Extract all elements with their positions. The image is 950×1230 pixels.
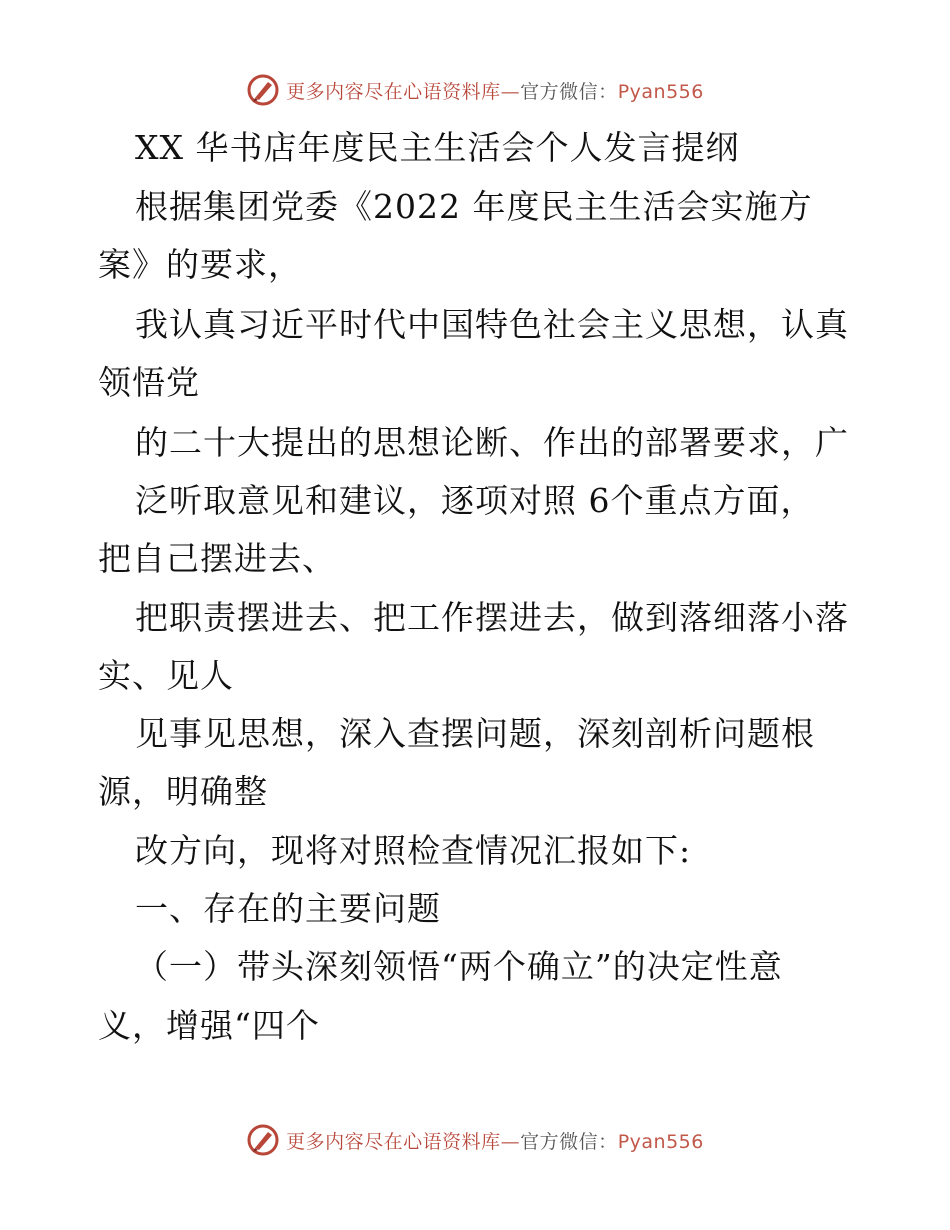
footer-banner-separator: —	[500, 1130, 521, 1153]
footer-banner-text	[286, 1127, 704, 1154]
footer-banner-official: 官方微信：	[520, 1130, 618, 1153]
document-line: 见事见思想，深入查摆问题，深刻剖析问题根	[135, 714, 815, 753]
document-line: 实、见人	[98, 656, 234, 695]
document-line: 源，明确整	[98, 772, 268, 811]
document-line: 把自己摆进去、	[98, 539, 336, 578]
footer-banner-wechat-id: Pyan556	[617, 1130, 704, 1153]
document-line: 我认真习近平时代中国特色社会主义思想，认真	[135, 305, 849, 344]
header-banner-separator: —	[500, 80, 521, 103]
document-line: 泛听取意见和建议，逐项对照 6个重点方面，	[135, 481, 815, 520]
header-banner-official: 官方微信：	[520, 80, 618, 103]
footer-banner-title: 更多内容尽在心语资料库	[286, 1130, 501, 1153]
document-line: 把职责摆进去、把工作摆进去，做到落细落小落	[135, 598, 849, 637]
quill-pen-logo-icon	[246, 1123, 280, 1157]
header-banner-wechat-id: Pyan556	[617, 80, 704, 103]
footer-banner	[0, 1120, 950, 1160]
section-heading: 一、存在的主要问题	[135, 889, 441, 928]
header-banner-title: 更多内容尽在心语资料库	[286, 80, 501, 103]
document-line: 案》的要求，	[98, 245, 302, 284]
subsection-heading: （一）带头深刻领悟“两个确立”的决定性意	[135, 947, 783, 986]
document-line: 根据集团党委《2022 年度民主生活会实施方	[135, 187, 813, 226]
document-line: 的二十大提出的思想论断、作出的部署要求，广	[135, 423, 849, 462]
document-line: 改方向，现将对照检查情况汇报如下:	[135, 831, 692, 870]
document-title: XX 华书店年度民主生活会个人发言提纲	[135, 128, 740, 167]
document-line: 领悟党	[98, 363, 200, 402]
document-line: 义，增强“四个	[98, 1006, 320, 1045]
